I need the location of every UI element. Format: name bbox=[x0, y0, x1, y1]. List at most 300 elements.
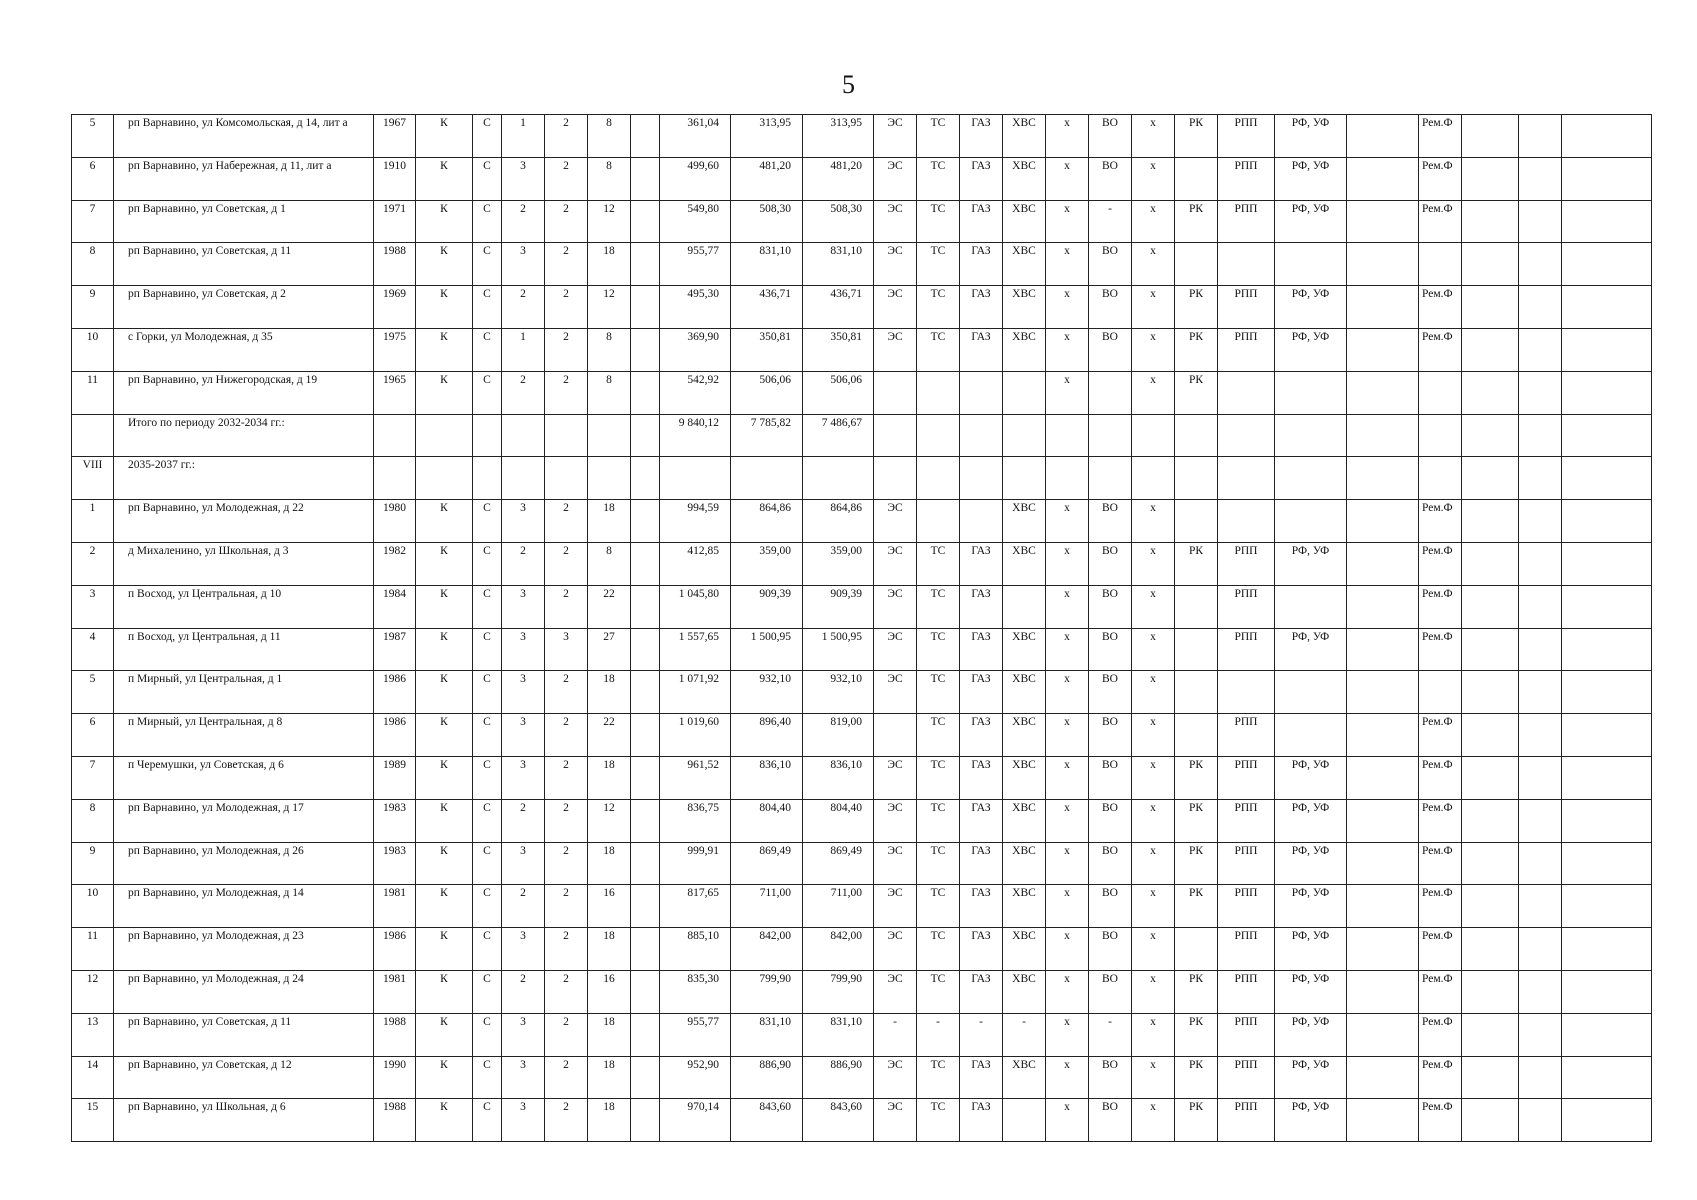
table-row bbox=[72, 200, 1652, 243]
row-number-cell: 9 bbox=[72, 842, 114, 885]
cell-c26 bbox=[1562, 1099, 1652, 1142]
cell-c11: 843,60 bbox=[803, 1099, 874, 1142]
cell-c9: 961,52 bbox=[660, 756, 731, 799]
cell-c7: 16 bbox=[588, 885, 631, 928]
cell-c5: 3 bbox=[502, 500, 545, 543]
cell-c20: РПП bbox=[1218, 328, 1275, 371]
cell-c9: 9 840,12 bbox=[660, 414, 731, 457]
cell-c5: 3 bbox=[502, 628, 545, 671]
cell-c6: 2 bbox=[545, 928, 588, 971]
cell-c22 bbox=[1347, 157, 1419, 200]
cell-c21: РФ, УФ bbox=[1275, 970, 1347, 1013]
row-number-cell: 6 bbox=[72, 157, 114, 200]
cell-c3: К bbox=[416, 328, 473, 371]
year-cell: 1981 bbox=[374, 885, 416, 928]
year-cell: 1982 bbox=[374, 542, 416, 585]
cell-c6 bbox=[545, 457, 588, 500]
cell-c17: ВО bbox=[1089, 286, 1132, 329]
cell-c6: 2 bbox=[545, 115, 588, 158]
cell-c9: 994,59 bbox=[660, 500, 731, 543]
address-cell: рп Варнавино, ул Молодежная, д 23 bbox=[114, 928, 374, 971]
year-cell bbox=[374, 414, 416, 457]
cell-c6: 2 bbox=[545, 885, 588, 928]
cell-c3 bbox=[416, 457, 473, 500]
cell-c21: РФ, УФ bbox=[1275, 1013, 1347, 1056]
cell-c6: 2 bbox=[545, 970, 588, 1013]
table-row bbox=[72, 286, 1652, 329]
cell-c25 bbox=[1519, 756, 1562, 799]
cell-c8 bbox=[631, 157, 660, 200]
cell-c25 bbox=[1519, 799, 1562, 842]
cell-c14: ГАЗ bbox=[960, 115, 1003, 158]
cell-c11 bbox=[803, 457, 874, 500]
cell-c21: РФ, УФ bbox=[1275, 200, 1347, 243]
cell-c8 bbox=[631, 585, 660, 628]
cell-c3: К bbox=[416, 671, 473, 714]
cell-c11: 359,00 bbox=[803, 542, 874, 585]
cell-c25 bbox=[1519, 671, 1562, 714]
cell-c9: 955,77 bbox=[660, 1013, 731, 1056]
cell-c22 bbox=[1347, 328, 1419, 371]
cell-c15: ХВС bbox=[1003, 1056, 1046, 1099]
cell-c25 bbox=[1519, 200, 1562, 243]
cell-c3 bbox=[416, 414, 473, 457]
cell-c6 bbox=[545, 414, 588, 457]
row-number-cell: 10 bbox=[72, 328, 114, 371]
cell-c7: 18 bbox=[588, 756, 631, 799]
cell-c9: 361,04 bbox=[660, 115, 731, 158]
cell-c25 bbox=[1519, 628, 1562, 671]
cell-c21: РФ, УФ bbox=[1275, 1056, 1347, 1099]
year-cell: 1967 bbox=[374, 115, 416, 158]
cell-c22 bbox=[1347, 585, 1419, 628]
cell-c12: ЭС bbox=[874, 157, 917, 200]
cell-c26 bbox=[1562, 756, 1652, 799]
cell-c18: х bbox=[1132, 286, 1175, 329]
cell-c16 bbox=[1046, 457, 1089, 500]
cell-c25 bbox=[1519, 542, 1562, 585]
cell-c3: К bbox=[416, 585, 473, 628]
cell-c18: х bbox=[1132, 799, 1175, 842]
cell-c20: РПП bbox=[1218, 585, 1275, 628]
cell-c6: 2 bbox=[545, 243, 588, 286]
cell-c3: К bbox=[416, 500, 473, 543]
cell-c22 bbox=[1347, 970, 1419, 1013]
table-row bbox=[72, 585, 1652, 628]
cell-c17: - bbox=[1089, 200, 1132, 243]
cell-c3: К bbox=[416, 371, 473, 414]
cell-c8 bbox=[631, 1013, 660, 1056]
cell-c12: ЭС bbox=[874, 1099, 917, 1142]
cell-c24 bbox=[1462, 200, 1519, 243]
cell-c13: ТС bbox=[917, 714, 960, 757]
cell-c6: 2 bbox=[545, 1056, 588, 1099]
cell-c20: РПП bbox=[1218, 542, 1275, 585]
year-cell: 1990 bbox=[374, 1056, 416, 1099]
cell-c23: Рем.Ф bbox=[1419, 799, 1462, 842]
cell-c14: ГАЗ bbox=[960, 885, 1003, 928]
cell-c7 bbox=[588, 457, 631, 500]
cell-c15 bbox=[1003, 457, 1046, 500]
cell-c24 bbox=[1462, 585, 1519, 628]
cell-c15: ХВС bbox=[1003, 200, 1046, 243]
cell-c21: РФ, УФ bbox=[1275, 286, 1347, 329]
cell-c13: ТС bbox=[917, 628, 960, 671]
cell-c25 bbox=[1519, 286, 1562, 329]
cell-c21 bbox=[1275, 371, 1347, 414]
cell-c11: 508,30 bbox=[803, 200, 874, 243]
cell-c20 bbox=[1218, 243, 1275, 286]
cell-c14: ГАЗ bbox=[960, 1056, 1003, 1099]
address-cell: рп Варнавино, ул Молодежная, д 24 bbox=[114, 970, 374, 1013]
page-number: 5 bbox=[842, 70, 855, 99]
table-row bbox=[72, 1056, 1652, 1099]
cell-c4: С bbox=[473, 115, 502, 158]
cell-c17: ВО bbox=[1089, 542, 1132, 585]
cell-c12: ЭС bbox=[874, 970, 917, 1013]
cell-c9: 1 045,80 bbox=[660, 585, 731, 628]
cell-c8 bbox=[631, 799, 660, 842]
table-row bbox=[72, 115, 1652, 158]
cell-c16: х bbox=[1046, 928, 1089, 971]
year-cell bbox=[374, 457, 416, 500]
cell-c19: РК bbox=[1175, 756, 1218, 799]
cell-c24 bbox=[1462, 457, 1519, 500]
cell-c8 bbox=[631, 457, 660, 500]
cell-c14 bbox=[960, 414, 1003, 457]
cell-c18: х bbox=[1132, 585, 1175, 628]
address-cell: рп Варнавино, ул Комсомольская, д 14, лит а bbox=[114, 115, 374, 158]
cell-c9: 549,80 bbox=[660, 200, 731, 243]
cell-c16: х bbox=[1046, 1056, 1089, 1099]
cell-c20: РПП bbox=[1218, 1099, 1275, 1142]
cell-c23: Рем.Ф bbox=[1419, 328, 1462, 371]
cell-c20: РПП bbox=[1218, 1013, 1275, 1056]
cell-c15: - bbox=[1003, 1013, 1046, 1056]
cell-c5: 2 bbox=[502, 885, 545, 928]
cell-c10: 799,90 bbox=[731, 970, 803, 1013]
cell-c25 bbox=[1519, 714, 1562, 757]
cell-c5: 2 bbox=[502, 200, 545, 243]
cell-c19 bbox=[1175, 414, 1218, 457]
cell-c8 bbox=[631, 1056, 660, 1099]
cell-c17 bbox=[1089, 457, 1132, 500]
cell-c17: ВО bbox=[1089, 157, 1132, 200]
cell-c4: С bbox=[473, 371, 502, 414]
cell-c14: ГАЗ bbox=[960, 585, 1003, 628]
cell-c20 bbox=[1218, 457, 1275, 500]
cell-c12 bbox=[874, 457, 917, 500]
cell-c22 bbox=[1347, 500, 1419, 543]
cell-c15 bbox=[1003, 371, 1046, 414]
year-cell: 1981 bbox=[374, 970, 416, 1013]
cell-c16: х bbox=[1046, 243, 1089, 286]
cell-c23: Рем.Ф bbox=[1419, 842, 1462, 885]
cell-c12: ЭС bbox=[874, 756, 917, 799]
row-number-cell bbox=[72, 414, 114, 457]
table-row bbox=[72, 1099, 1652, 1142]
cell-c24 bbox=[1462, 115, 1519, 158]
cell-c12: ЭС bbox=[874, 243, 917, 286]
year-cell: 1983 bbox=[374, 842, 416, 885]
year-cell: 1980 bbox=[374, 500, 416, 543]
cell-c5: 3 bbox=[502, 1013, 545, 1056]
cell-c26 bbox=[1562, 371, 1652, 414]
address-cell: рп Варнавино, ул Молодежная, д 17 bbox=[114, 799, 374, 842]
cell-c7: 8 bbox=[588, 371, 631, 414]
cell-c19 bbox=[1175, 585, 1218, 628]
cell-c23 bbox=[1419, 457, 1462, 500]
year-cell: 1984 bbox=[374, 585, 416, 628]
cell-c4: С bbox=[473, 157, 502, 200]
cell-c23: Рем.Ф bbox=[1419, 1056, 1462, 1099]
cell-c12: ЭС bbox=[874, 885, 917, 928]
cell-c13: ТС bbox=[917, 799, 960, 842]
cell-c13 bbox=[917, 414, 960, 457]
cell-c4: С bbox=[473, 328, 502, 371]
cell-c11: 436,71 bbox=[803, 286, 874, 329]
row-number-cell: 1 bbox=[72, 500, 114, 543]
cell-c7: 8 bbox=[588, 328, 631, 371]
address-cell: с Горки, ул Молодежная, д 35 bbox=[114, 328, 374, 371]
cell-c15: ХВС bbox=[1003, 628, 1046, 671]
cell-c16: х bbox=[1046, 542, 1089, 585]
cell-c13: ТС bbox=[917, 842, 960, 885]
cell-c3: К bbox=[416, 243, 473, 286]
address-cell: рп Варнавино, ул Нижегородская, д 19 bbox=[114, 371, 374, 414]
cell-c5: 3 bbox=[502, 1056, 545, 1099]
address-cell: рп Варнавино, ул Набережная, д 11, лит а bbox=[114, 157, 374, 200]
cell-c20: РПП bbox=[1218, 628, 1275, 671]
address-cell: рп Варнавино, ул Школьная, д 6 bbox=[114, 1099, 374, 1142]
row-number-cell: 8 bbox=[72, 799, 114, 842]
table-row bbox=[72, 842, 1652, 885]
cell-c7: 18 bbox=[588, 243, 631, 286]
cell-c6: 2 bbox=[545, 371, 588, 414]
cell-c19: РК bbox=[1175, 1099, 1218, 1142]
cell-c26 bbox=[1562, 970, 1652, 1013]
cell-c19: РК bbox=[1175, 1056, 1218, 1099]
cell-c13: ТС bbox=[917, 200, 960, 243]
cell-c12: ЭС bbox=[874, 671, 917, 714]
cell-c18: х bbox=[1132, 928, 1175, 971]
cell-c25 bbox=[1519, 414, 1562, 457]
cell-c26 bbox=[1562, 714, 1652, 757]
cell-c24 bbox=[1462, 500, 1519, 543]
cell-c9 bbox=[660, 457, 731, 500]
cell-c9: 817,65 bbox=[660, 885, 731, 928]
cell-c4: С bbox=[473, 628, 502, 671]
cell-c11: 711,00 bbox=[803, 885, 874, 928]
cell-c26 bbox=[1562, 928, 1652, 971]
cell-c18: х bbox=[1132, 243, 1175, 286]
cell-c24 bbox=[1462, 970, 1519, 1013]
cell-c23: Рем.Ф bbox=[1419, 200, 1462, 243]
year-cell: 1983 bbox=[374, 799, 416, 842]
address-cell: п Мирный, ул Центральная, д 8 bbox=[114, 714, 374, 757]
cell-c7: 8 bbox=[588, 115, 631, 158]
cell-c17: ВО bbox=[1089, 500, 1132, 543]
cell-c17: ВО bbox=[1089, 714, 1132, 757]
cell-c21 bbox=[1275, 500, 1347, 543]
cell-c7 bbox=[588, 414, 631, 457]
cell-c19: РК bbox=[1175, 885, 1218, 928]
cell-c22 bbox=[1347, 1013, 1419, 1056]
row-number-cell: 5 bbox=[72, 115, 114, 158]
cell-c15: ХВС bbox=[1003, 115, 1046, 158]
year-cell: 1965 bbox=[374, 371, 416, 414]
cell-c25 bbox=[1519, 842, 1562, 885]
cell-c12: ЭС bbox=[874, 286, 917, 329]
cell-c14: ГАЗ bbox=[960, 328, 1003, 371]
cell-c11: 831,10 bbox=[803, 243, 874, 286]
cell-c26 bbox=[1562, 799, 1652, 842]
cell-c4: С bbox=[473, 842, 502, 885]
cell-c8 bbox=[631, 200, 660, 243]
cell-c13: ТС bbox=[917, 542, 960, 585]
cell-c26 bbox=[1562, 286, 1652, 329]
cell-c16: х bbox=[1046, 1099, 1089, 1142]
cell-c8 bbox=[631, 756, 660, 799]
cell-c12: ЭС bbox=[874, 585, 917, 628]
cell-c20: РПП bbox=[1218, 1056, 1275, 1099]
cell-c13: ТС bbox=[917, 885, 960, 928]
cell-c18: х bbox=[1132, 756, 1175, 799]
cell-c24 bbox=[1462, 414, 1519, 457]
cell-c4: С bbox=[473, 286, 502, 329]
cell-c23: Рем.Ф bbox=[1419, 928, 1462, 971]
cell-c18: х bbox=[1132, 671, 1175, 714]
table-row bbox=[72, 799, 1652, 842]
address-cell: п Восход, ул Центральная, д 10 bbox=[114, 585, 374, 628]
cell-c11: 831,10 bbox=[803, 1013, 874, 1056]
cell-c5 bbox=[502, 414, 545, 457]
cell-c17 bbox=[1089, 414, 1132, 457]
cell-c14: ГАЗ bbox=[960, 714, 1003, 757]
cell-c4: С bbox=[473, 928, 502, 971]
cell-c18: х bbox=[1132, 1056, 1175, 1099]
cell-c26 bbox=[1562, 842, 1652, 885]
cell-c17: ВО bbox=[1089, 842, 1132, 885]
cell-c22 bbox=[1347, 714, 1419, 757]
cell-c15: ХВС bbox=[1003, 756, 1046, 799]
cell-c20 bbox=[1218, 671, 1275, 714]
cell-c24 bbox=[1462, 328, 1519, 371]
cell-c8 bbox=[631, 885, 660, 928]
table-row bbox=[72, 157, 1652, 200]
cell-c18: х bbox=[1132, 842, 1175, 885]
cell-c4: С bbox=[473, 585, 502, 628]
cell-c9: 369,90 bbox=[660, 328, 731, 371]
cell-c17: ВО bbox=[1089, 1056, 1132, 1099]
cell-c14 bbox=[960, 457, 1003, 500]
table-row bbox=[72, 414, 1652, 457]
cell-c21: РФ, УФ bbox=[1275, 157, 1347, 200]
cell-c10: 831,10 bbox=[731, 243, 803, 286]
cell-c11: 886,90 bbox=[803, 1056, 874, 1099]
year-cell: 1988 bbox=[374, 1099, 416, 1142]
cell-c26 bbox=[1562, 200, 1652, 243]
cell-c12: ЭС bbox=[874, 842, 917, 885]
cell-c23: Рем.Ф bbox=[1419, 628, 1462, 671]
cell-c21 bbox=[1275, 671, 1347, 714]
cell-c14: ГАЗ bbox=[960, 157, 1003, 200]
cell-c6: 2 bbox=[545, 200, 588, 243]
cell-c25 bbox=[1519, 243, 1562, 286]
cell-c24 bbox=[1462, 243, 1519, 286]
row-number-cell: 12 bbox=[72, 970, 114, 1013]
cell-c18: х bbox=[1132, 970, 1175, 1013]
cell-c10: 831,10 bbox=[731, 1013, 803, 1056]
cell-c25 bbox=[1519, 585, 1562, 628]
cell-c23 bbox=[1419, 671, 1462, 714]
cell-c26 bbox=[1562, 243, 1652, 286]
cell-c14: ГАЗ bbox=[960, 756, 1003, 799]
cell-c18: х bbox=[1132, 1013, 1175, 1056]
cell-c22 bbox=[1347, 1056, 1419, 1099]
cell-c6: 2 bbox=[545, 756, 588, 799]
cell-c21: РФ, УФ bbox=[1275, 328, 1347, 371]
cell-c9: 836,75 bbox=[660, 799, 731, 842]
cell-c19: РК bbox=[1175, 200, 1218, 243]
cell-c5 bbox=[502, 457, 545, 500]
cell-c14: ГАЗ bbox=[960, 243, 1003, 286]
cell-c4: С bbox=[473, 885, 502, 928]
cell-c22 bbox=[1347, 243, 1419, 286]
cell-c13: ТС bbox=[917, 1056, 960, 1099]
cell-c15: ХВС bbox=[1003, 286, 1046, 329]
cell-c14: ГАЗ bbox=[960, 928, 1003, 971]
cell-c23: Рем.Ф bbox=[1419, 542, 1462, 585]
year-cell: 1971 bbox=[374, 200, 416, 243]
cell-c19: РК bbox=[1175, 115, 1218, 158]
cell-c24 bbox=[1462, 885, 1519, 928]
cell-c6: 2 bbox=[545, 714, 588, 757]
table-row bbox=[72, 714, 1652, 757]
cell-c16: х bbox=[1046, 842, 1089, 885]
cell-c17: ВО bbox=[1089, 243, 1132, 286]
cell-c13 bbox=[917, 371, 960, 414]
cell-c11: 506,06 bbox=[803, 371, 874, 414]
cell-c24 bbox=[1462, 157, 1519, 200]
cell-c14: ГАЗ bbox=[960, 970, 1003, 1013]
cell-c11: 350,81 bbox=[803, 328, 874, 371]
cell-c20 bbox=[1218, 371, 1275, 414]
row-number-cell: 15 bbox=[72, 1099, 114, 1142]
cell-c22 bbox=[1347, 115, 1419, 158]
cell-c17: - bbox=[1089, 1013, 1132, 1056]
cell-c16: х bbox=[1046, 970, 1089, 1013]
cell-c6: 2 bbox=[545, 842, 588, 885]
cell-c10: 896,40 bbox=[731, 714, 803, 757]
table-row bbox=[72, 970, 1652, 1013]
cell-c15 bbox=[1003, 585, 1046, 628]
cell-c18: х bbox=[1132, 200, 1175, 243]
cell-c13: ТС bbox=[917, 585, 960, 628]
cell-c6: 2 bbox=[545, 500, 588, 543]
cell-c9: 952,90 bbox=[660, 1056, 731, 1099]
cell-c13: ТС bbox=[917, 243, 960, 286]
cell-c5: 1 bbox=[502, 328, 545, 371]
cell-c26 bbox=[1562, 328, 1652, 371]
cell-c25 bbox=[1519, 1056, 1562, 1099]
cell-c12: ЭС bbox=[874, 1056, 917, 1099]
cell-c18: х bbox=[1132, 371, 1175, 414]
cell-c22 bbox=[1347, 928, 1419, 971]
cell-c4: С bbox=[473, 714, 502, 757]
cell-c12 bbox=[874, 714, 917, 757]
cell-c24 bbox=[1462, 842, 1519, 885]
